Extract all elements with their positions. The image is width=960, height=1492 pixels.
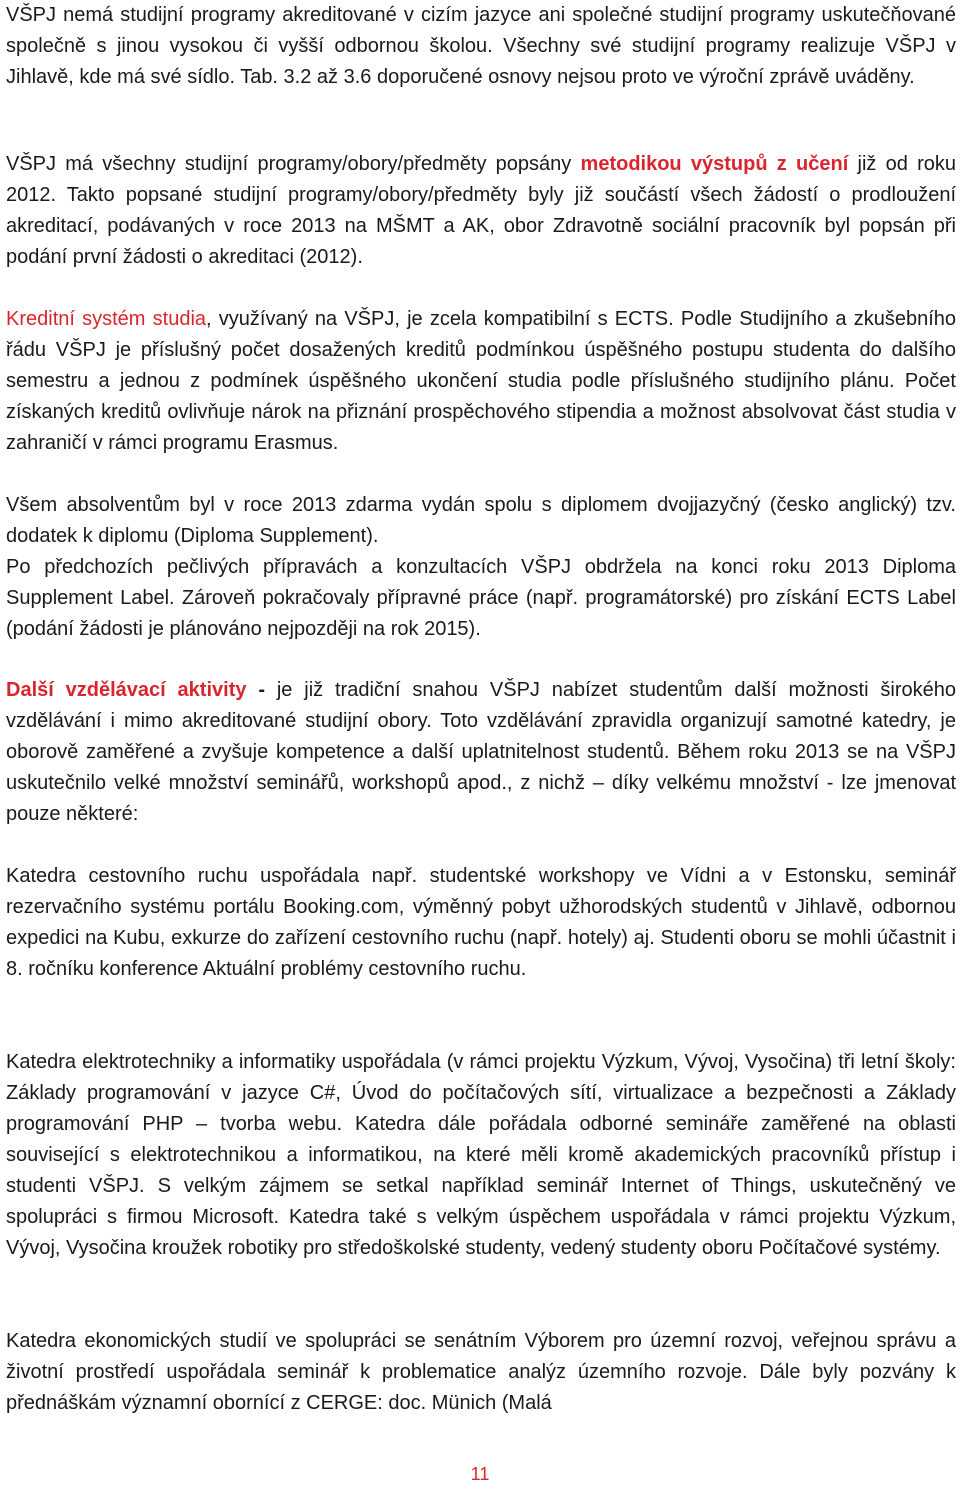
paragraph-text: Katedra cestovního ruchu uspořádala např. studentské workshopy ve Vídni a v Estonsku, seminář rezervačního systému portálu Booking.com, výměnný pobyt užhorodských studentů v Jihlavě, odbornou expedici na Kubu, exkurze do zařízení cestovního ruchu (např. hotely) aj. Studenti oboru se mohli účastnit i 8. ročníku konference Aktuální problémy cestovního ruchu. [6, 865, 956, 980]
page-number: 11 [470, 1464, 490, 1484]
paragraph-credit-system [6, 304, 956, 459]
paragraph-tourism-department [6, 861, 956, 985]
paragraph-further-education [6, 675, 956, 830]
paragraph-text: Všem absolventům byl v roce 2013 zdarma vydán spolu s diplomem dvojjazyčný (česko anglický) tzv. dodatek k diplomu (Diploma Supplement). [6, 494, 956, 547]
paragraph-ds-label [6, 552, 956, 645]
highlight-credit-system: Kreditní systém studia [6, 308, 207, 330]
highlight-further-education: Další vzdělávací aktivity [6, 679, 247, 701]
paragraph-economics-department [6, 1326, 956, 1419]
paragraph-text-before: VŠPJ má všechny studijní programy/obory/předměty popsány [6, 153, 581, 175]
paragraph-text: Katedra elektrotechniky a informatiky uspořádala (v rámci projektu Výzkum, Vývoj, Vysočina) tři letní školy: Základy programování v jazyce C#, Úvod do počítačových sítí, virtualizace a bezpečnosti a Základy programování PHP – tvorba webu. Katedra dále pořádala odborné semináře zaměřené na oblasti související s elektrotechnikou a informatikou, na které měli kromě akademických pracovníků přístup i studenti VŠPJ. S velkým zájmem se setkal například seminář Internet of Things, uskutečněný ve spolupráci s firmou Microsoft. Katedra také s velkým úspěchem uspořádala v rámci projektu Výzkum, Vývoj, Vysočina kroužek robotiky pro středoškolské studenty, vedený studenty oboru Počítačové systémy. [6, 1051, 956, 1259]
paragraph-text: VŠPJ nemá studijní programy akreditované v cizím jazyce ani společné studijní programy uskutečňované společně s jinou vysokou či vyšší odbornou školou. Všechny své studijní programy realizuje VŠPJ v Jihlavě, kde má své sídlo. Tab. 3.2 až 3.6 doporučené osnovy nejsou proto ve výroční zprávě uváděny. [6, 4, 956, 88]
paragraph-text: Katedra ekonomických studií ve spolupráci se senátním Výborem pro územní rozvoj, veřejnou správu a životní prostředí uspořádala seminář k problematice analýz územního rozvoje. Dále byly pozvány k přednáškám významní obornící z CERGE: doc. Münich (Malá [6, 1330, 956, 1414]
paragraph-text-after: , využívaný na VŠPJ, je zcela kompatibilní s ECTS. Podle Studijního a zkušebního řádu VŠPJ je příslušný počet dosažených kreditů podmínkou úspěšného postupu studenta do dalšího semestru a jednou z podmínek úspěšného ukončení studia podle příslušného studijního plánu. Počet získaných kreditů ovlivňuje nárok na přiznání prospěchového stipendia a možnost absolvovat část studia v zahraničí v rámci programu Erasmus. [6, 308, 956, 454]
highlight-learning-outcomes: metodikou výstupů z učení [580, 153, 849, 175]
paragraph-text: Po předchozích pečlivých přípravách a konzultacích VŠPJ obdržela na konci roku 2013 Diploma Supplement Label. Zároveň pokračovaly přípravné práce (např. programátorské) pro získání ECTS Label (podání žádosti je plánováno nejpozději na rok 2015). [6, 556, 956, 640]
paragraph-dash: - [246, 679, 277, 701]
paragraph-text-after: již od roku 2012. Takto popsané studijní programy/obory/předměty byly již součástí všech žádostí o prodloužení akreditací, podávaných v roce 2013 na MŠMT a AK, obor Zdravotně sociální pracovník byl popsán při podání první žádosti o akreditaci (2012). [6, 153, 956, 268]
paragraph-electrical-engineering-department [6, 1047, 956, 1264]
paragraph-diploma-supplement [6, 490, 956, 552]
paragraph-learning-outcomes [6, 149, 956, 273]
paragraph-text-after: je již tradiční snahou VŠPJ nabízet studentům další možnosti širokého vzdělávání i mimo akreditované studijní obory. Toto vzdělávání zpravidla organizují samotné katedry, je oborově zaměřené a zvyšuje kompetence a další uplatnitelnost studentů. Během roku 2013 se na VŠPJ uskutečnilo velké množství seminářů, workshopů apod., z nichž – díky velkému množství - lze jmenovat pouze některé: [6, 679, 956, 825]
paragraph-study-programs [6, 0, 956, 93]
